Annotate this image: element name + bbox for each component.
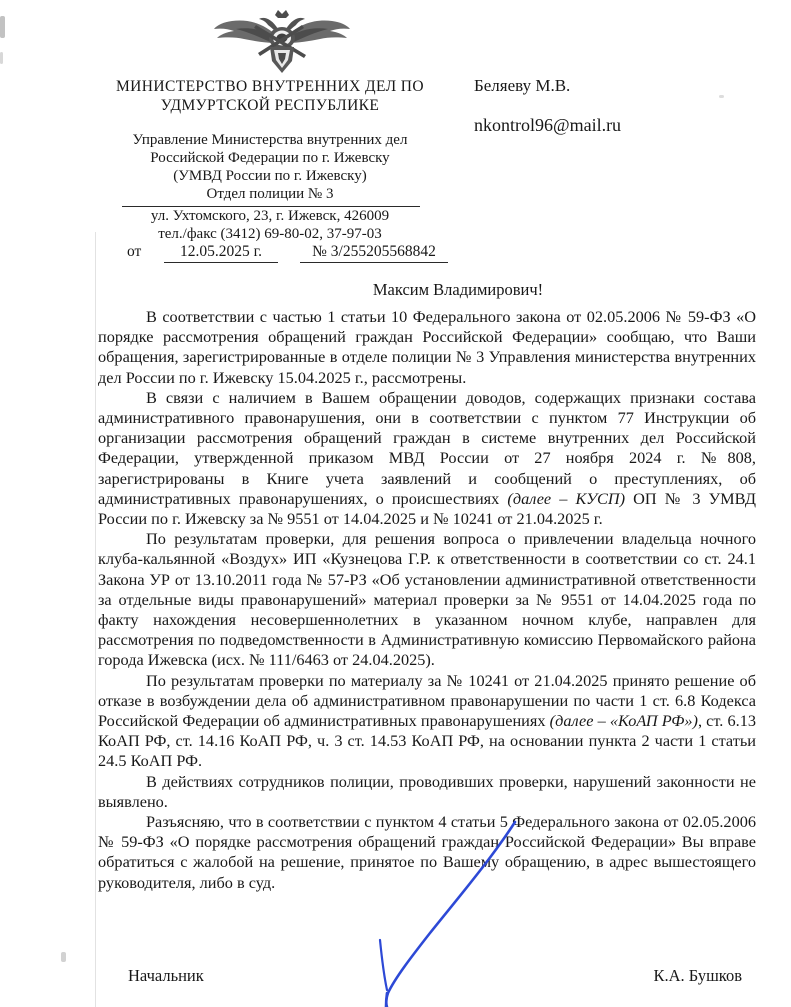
recipient-email: nkontrol96@mail.ru bbox=[474, 115, 622, 135]
text-run: По результатам проверки, для решения вопроса о привлечении владельца ночного клуба-кальянной «Воздух» ИП «Кузнецова Г.Р. к ответственности в соответствии со ст. 24.1 Закона УР от 13.10.2011 года № 57-РЗ «Об установлении административной ответственности за отдельные виды правонарушений» материал проверки за № 9551 от 14.04.2025 года по факту нахождения несовершеннолетних в указанном ночном клубе, направлен для рассмотрения по подведомственности в Административную комиссию Первомайского района города Ижевска (исх. № 111/6463 от 24.04.2025). bbox=[98, 529, 756, 670]
body-paragraph bbox=[98, 388, 756, 529]
letterhead-sender-block bbox=[95, 77, 445, 203]
text-run: В действиях сотрудников полиции, проводивших проверки, нарушений законности не выявлено. bbox=[98, 771, 756, 811]
italic-run: (далее – КУСП) bbox=[507, 488, 626, 508]
letterhead-divider-rule bbox=[122, 206, 420, 207]
mvd-eagle-emblem-icon bbox=[212, 7, 352, 75]
body-paragraph bbox=[98, 772, 756, 812]
body-paragraph bbox=[98, 812, 756, 893]
scan-speck bbox=[61, 952, 66, 962]
body-paragraph bbox=[98, 307, 756, 388]
text-run: , ст. 6.13 КоАП РФ, ст. 14.16 КоАП РФ, ч. 3 ст. 14.53 КоАП РФ, на основании пункта 2 части 1 статьи 24.5 КоАП РФ. bbox=[98, 711, 756, 771]
org-unit-line4: Отдел полиции № 3 bbox=[206, 186, 334, 202]
date-label: от bbox=[127, 243, 142, 260]
recipient-block bbox=[474, 76, 754, 136]
org-unit-line3: (УМВД России по г. Ижевску) bbox=[173, 168, 367, 184]
text-run: ОП № 3 УМВД России по г. Ижевску за № 9551 от 14.04.2025 и № 10241 от 21.04.2025 г. bbox=[98, 488, 756, 529]
body-paragraph bbox=[98, 529, 756, 670]
body-paragraph bbox=[98, 671, 756, 772]
text-run: По результатам проверки по материалу за № 10241 от 21.04.2025 принято решение об отказе в возбуждении дела об административном правонарушении по части 1 ст. 6.8 Кодекса Российской Федерации об административных правонарушениях bbox=[98, 670, 756, 731]
signer-position-title: Начальник bbox=[128, 966, 204, 985]
salutation: Максим Владимирович! bbox=[372, 280, 544, 299]
scan-speck bbox=[0, 52, 3, 64]
recipient-name: Беляеву М.В. bbox=[474, 76, 571, 95]
outgoing-date-number-row bbox=[100, 243, 460, 265]
outgoing-date: 12.05.2025 г. bbox=[164, 243, 278, 263]
italic-run: (далее – «КоАП РФ») bbox=[549, 711, 698, 731]
ministry-name-line2: УДМУРТСКОЙ РЕСПУБЛИКЕ bbox=[160, 97, 380, 114]
ministry-name-line1: МИНИСТЕРСТВО ВНУТРЕННИХ ДЕЛ ПО bbox=[116, 78, 424, 95]
org-unit-line1: Управление Министерства внутренних дел bbox=[132, 132, 408, 148]
text-run: Разъясняю, что в соответствии с пунктом 4 статьи 5 Федерального закона от 02.05.2006 № 59-ФЗ «О порядке рассмотрения обращений граждан Российской Федерации» Вы вправе обратиться с жалобой на решение, принятое по Вашему обращению, в адрес вышестоящего руководителя, либо в суд. bbox=[98, 812, 756, 892]
signoff-row bbox=[128, 966, 742, 986]
text-run: В связи с наличием в Вашем обращении доводов, содержащих признаки состава административного правонарушения, они в соответствии с пунктом 77 Инструкции об организации рассмотрения обращений граждан в системе внутренних дел Российской Федерации, утвержденной приказом МВД России от 27 ноября 2024 г. №808, зарегистрированы в Книге учета заявлений и сообщений о преступлениях, об административных правонарушениях, о происшествиях bbox=[98, 387, 756, 508]
text-run: В соответствии с частью 1 статьи 10 Федерального закона от 02.05.2006 № 59-ФЗ «О порядке рассмотрения обращений граждан Российской Федерации» сообщаю, что Ваши обращения, зарегистрированные в отделе полиции № 3 Управления министерства внутренних дел России по г. Ижевску 15.04.2025 г., рассмотрены. bbox=[98, 307, 756, 387]
letter-body bbox=[98, 307, 756, 893]
org-unit-line2: Российской Федерации по г. Ижевску bbox=[150, 150, 390, 166]
sender-address: ул. Ухтомского, 23, г. Ижевск, 426009 bbox=[150, 208, 390, 224]
sender-phone: тел./факс (3412) 69-80-02, 37-97-03 bbox=[158, 226, 382, 242]
signer-name: К.А. Бушков bbox=[653, 966, 742, 985]
scan-edge-artifact bbox=[95, 232, 96, 1007]
outgoing-number: № 3/255205568842 bbox=[300, 243, 448, 263]
org-unit-block bbox=[95, 131, 445, 203]
scan-speck bbox=[0, 16, 5, 38]
